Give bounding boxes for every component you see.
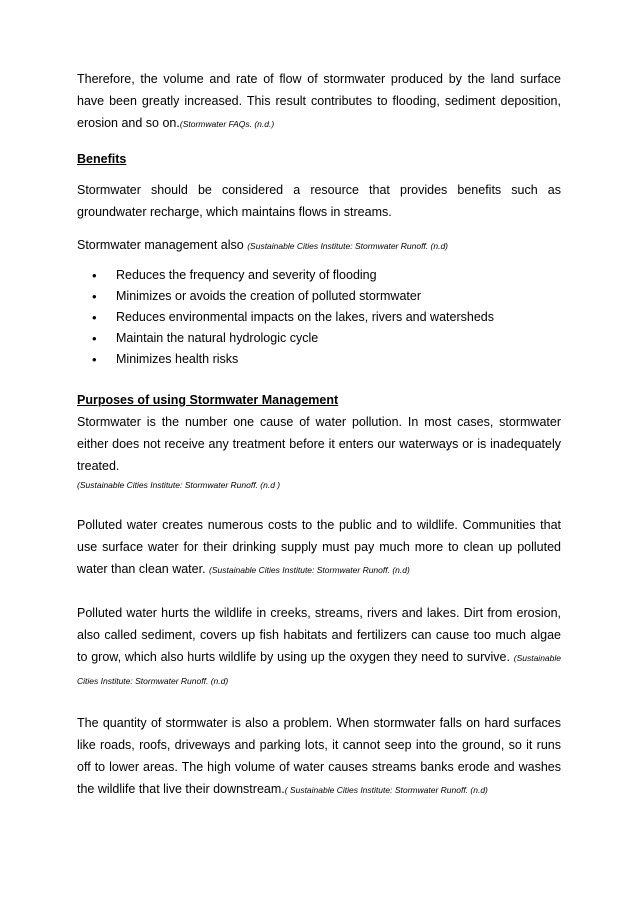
list-item: • Minimizes health risks (77, 349, 561, 370)
purposes-p4-citation: ( Sustainable Cities Institute: Stormwater Runoff. (n.d) (284, 785, 488, 795)
list-item: • Reduces the frequency and severity of flooding (77, 265, 561, 286)
purposes-p2-citation: (Sustainable Cities Institute: Stormwater Runoff. (n.d) (209, 565, 410, 575)
benefits-heading: Benefits (77, 152, 127, 166)
purposes-heading: Purposes of using Stormwater Management (77, 393, 339, 407)
intro-text: Therefore, the volume and rate of flow of stormwater produced by the land surface have been greatly increased. This result contributes to flooding, sediment deposition, erosion and so on. (77, 72, 561, 130)
list-item: • Maintain the natural hydrologic cycle (77, 328, 561, 349)
bullet-icon: • (92, 268, 97, 283)
purposes-p1-text: Stormwater is the number one cause of water pollution. In most cases, stormwater either does not receive any treatment before it enters our waterways or is inadequately treated. (77, 415, 561, 473)
benefits-paragraph: Stormwater should be considered a resource that provides benefits such as groundwater recharge, which maintains flows in streams. (77, 183, 561, 219)
purposes-paragraph-1 (77, 411, 561, 494)
purposes-p3-text: Polluted water hurts the wildlife in creeks, streams, rivers and lakes. Dirt from erosion, also called sediment, covers up fish habitats and fertilizers can cause too much algae to grow, which also hurts wildlife by using up the oxygen they need to survive. (77, 606, 561, 664)
list-item: • Reduces environmental impacts on the lakes, rivers and watersheds (77, 307, 561, 328)
list-item: • Minimizes or avoids the creation of polluted stormwater (77, 286, 561, 307)
purposes-p4-text: The quantity of stormwater is also a problem. When stormwater falls on hard surfaces like roads, roofs, driveways and parking lots, it cannot seep into the ground, so it runs off to lower areas. The high volume of water causes streams banks erode and washes the wildlife that live their downstream. (77, 716, 561, 796)
management-citation: (Sustainable Cities Institute: Stormwater Runoff. (n.d) (247, 241, 448, 251)
purposes-p2-text: Polluted water creates numerous costs to the public and to wildlife. Communities that use surface water for their drinking supply must pay much more to clean up polluted water than clean water. (77, 518, 561, 576)
intro-citation: (Stormwater FAQs. (n.d.) (179, 119, 275, 129)
bullet-icon: • (92, 310, 97, 325)
purposes-p1-citation: (Sustainable Cities Institute: Stormwater Runoff. (n.d ) (77, 480, 281, 490)
intro-paragraph (77, 68, 561, 135)
management-intro (77, 234, 561, 257)
purposes-paragraph-3 (77, 602, 561, 692)
purposes-paragraph-2 (77, 514, 561, 581)
benefits-list (77, 265, 561, 370)
purposes-p3-citation: (Sustainable Cities Institute: Stormwater Runoff. (n.d) (77, 653, 561, 686)
purposes-paragraph-4 (77, 712, 561, 801)
bullet-icon: • (92, 331, 97, 346)
bullet-icon: • (92, 352, 97, 367)
document-page (77, 68, 561, 801)
management-text: Stormwater management also (77, 238, 248, 252)
bullet-icon: • (92, 289, 97, 304)
